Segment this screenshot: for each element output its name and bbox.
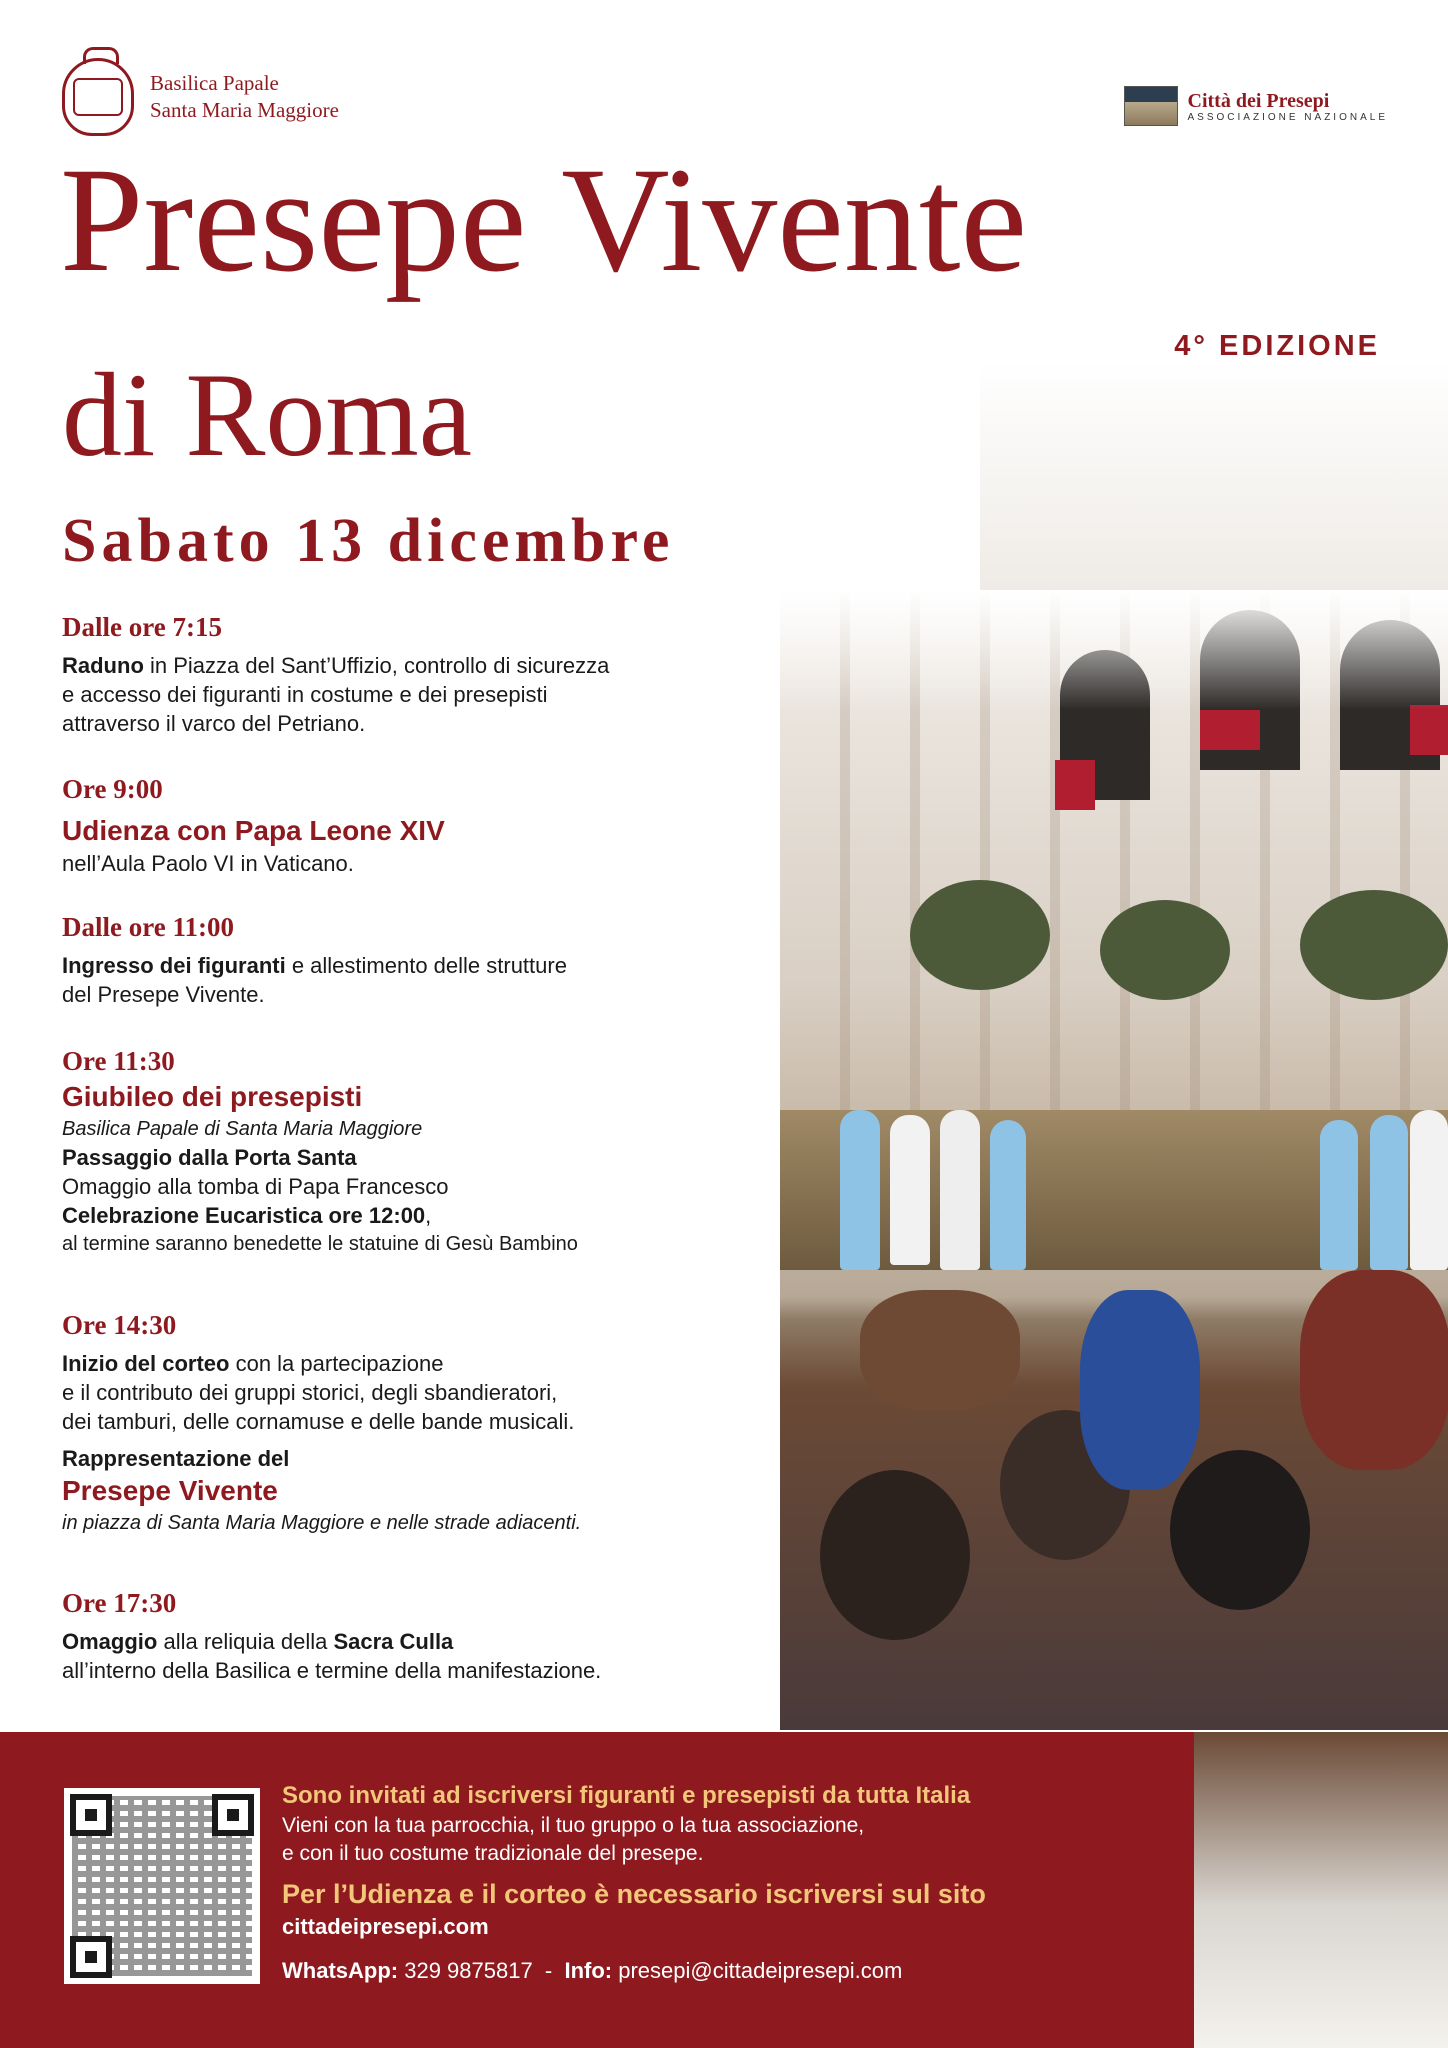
nativity-thumbnail-icon bbox=[1124, 86, 1178, 126]
schedule-item-1100: Dalle ore 11:00 Ingresso dei figuranti e allestimento delle strutture del Presepe Vivente. bbox=[62, 912, 762, 1009]
event-photo bbox=[780, 590, 1448, 1730]
info-email-link[interactable]: presepi@cittadeipresepi.com bbox=[618, 1958, 903, 1983]
website-link[interactable]: cittadeipresepi.com bbox=[282, 1914, 489, 1939]
event-date: Sabato 13 dicembre bbox=[62, 507, 675, 575]
basilica-name-line1: Basilica Papale bbox=[150, 71, 279, 95]
schedule-item-1730: Ore 17:30 Omaggio alla reliquia della Sacra Culla all’interno della Basilica e termine della manifestazione. bbox=[62, 1588, 762, 1685]
qr-code-icon[interactable] bbox=[64, 1788, 260, 1984]
schedule-time: Ore 14:30 bbox=[62, 1310, 177, 1340]
schedule-item-0715: Dalle ore 7:15 Raduno in Piazza del Sant’Uffizio, controllo di sicurezza e accesso dei figuranti in costume e dei presepisti attraverso il varco del Petriano. bbox=[62, 612, 762, 738]
schedule-headline: Presepe Vivente bbox=[62, 1475, 278, 1506]
schedule-headline: Giubileo dei presepisti bbox=[62, 1081, 363, 1112]
photo-fade bbox=[780, 590, 1448, 710]
citta-logo-subtitle: ASSOCIAZIONE NAZIONALE bbox=[1187, 111, 1388, 123]
schedule-time: Ore 17:30 bbox=[62, 1588, 177, 1618]
page-subtitle: di Roma bbox=[62, 348, 472, 481]
schedule-time: Ore 9:00 bbox=[62, 774, 163, 804]
citta-logo-title: Città dei Presepi bbox=[1187, 89, 1330, 112]
basilica-top-photo bbox=[980, 360, 1448, 600]
basilica-name-line2: Santa Maria Maggiore bbox=[150, 98, 339, 122]
edition-label: 4° EDIZIONE bbox=[1174, 330, 1380, 362]
schedule-item-0900: Ore 9:00 Udienza con Papa Leone XIV nell’Aula Paolo VI in Vaticano. bbox=[62, 774, 762, 878]
schedule-time: Dalle ore 7:15 bbox=[62, 612, 222, 642]
schedule-item-1430: Ore 14:30 Inizio del corteo con la partecipazione e il contributo dei gruppi storici, degli sbandieratori, dei tamburi, delle cornamuse e delle bande musicali. Rappresentazione del Presepe Vivente in piazza di Santa Maria Maggiore e nelle strade adiacenti. bbox=[62, 1310, 762, 1537]
page-title: Presepe Vivente bbox=[60, 137, 1028, 303]
schedule-headline: Udienza con Papa Leone XIV bbox=[62, 815, 445, 846]
whatsapp-number[interactable]: 329 9875817 bbox=[404, 1958, 533, 1983]
basilica-crest-icon bbox=[62, 58, 134, 136]
basilica-logo bbox=[62, 58, 339, 136]
citta-dei-presepi-logo bbox=[1124, 86, 1388, 126]
schedule-time: Ore 11:30 bbox=[62, 1046, 175, 1076]
footer-text: Sono invitati ad iscriversi figuranti e presepisti da tutta Italia Vieni con la tua parrocchia, il tuo gruppo o la tua associazione, e con il tuo costume tradizionale del presepe. Per l’Udienza e il corteo è necessario iscriversi sul sito cittadeipresepi.com WhatsApp: 329 9875817 - Info: presepi@cittadeipresepi.com bbox=[282, 1780, 1182, 1986]
footer-photo bbox=[1194, 1732, 1448, 2048]
schedule-bold: Raduno bbox=[62, 653, 144, 678]
schedule-time: Dalle ore 11:00 bbox=[62, 912, 234, 942]
invite-heading: Sono invitati ad iscriversi figuranti e presepisti da tutta Italia bbox=[282, 1782, 971, 1809]
register-heading: Per l’Udienza e il corteo è necessario iscriversi sul sito bbox=[282, 1879, 986, 1909]
schedule-item-1130: Ore 11:30 Giubileo dei presepisti Basilica Papale di Santa Maria Maggiore Passaggio dalla Porta Santa Omaggio alla tomba di Papa Francesco Celebrazione Eucaristica ore 12:00, al termine saranno benedette le statuine di Gesù Bambino bbox=[62, 1046, 762, 1259]
contact-line: WhatsApp: 329 9875817 - Info: presepi@cittadeipresepi.com bbox=[282, 1958, 903, 1983]
